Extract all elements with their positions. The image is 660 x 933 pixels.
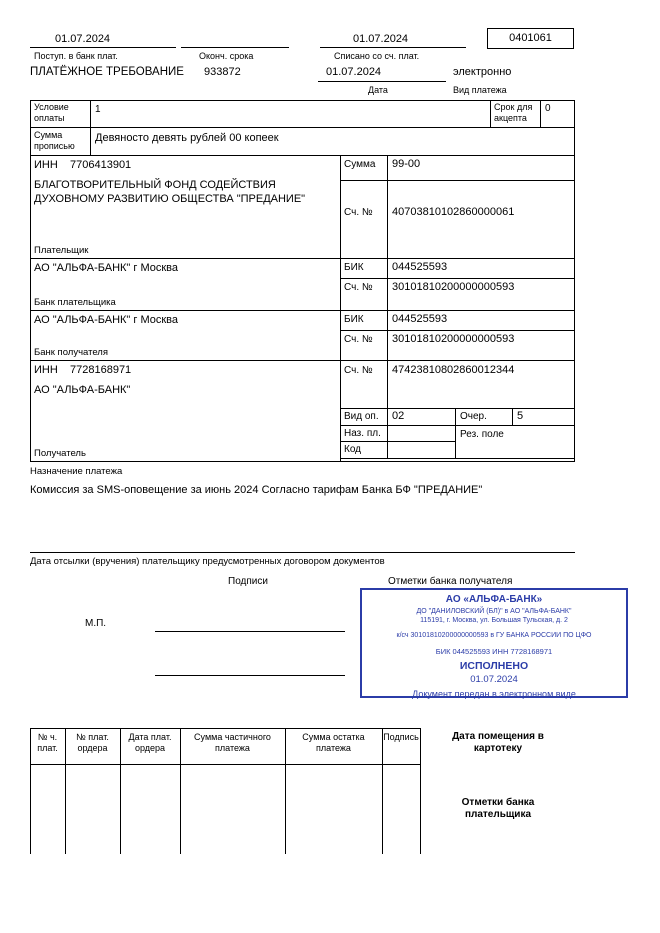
payer-inn-label: ИНН <box>34 159 58 171</box>
payer-bank-marks-label: Отметки банка плательщика <box>461 797 535 820</box>
border-line <box>181 47 289 48</box>
border-line <box>30 100 31 461</box>
payer-name: БЛАГОТВОРИТЕЛЬНЫЙ ФОНД СОДЕЙСТВИЯ ДУХОВНОМУ РАЗВИТИЮ ОБЩЕСТВА "ПРЕДАНИЕ" <box>34 179 306 205</box>
stamp-branch: ДО "ДАНИЛОВСКИЙ (БЛ)" в АО "АЛЬФА-БАНК" <box>416 608 572 615</box>
payer-bank-account-label: Сч. № <box>344 282 373 293</box>
amount-value: 99-00 <box>392 158 421 170</box>
amount-words-label: Сумма прописью <box>34 130 75 151</box>
purpose-code-label: Наз. пл. <box>344 428 381 439</box>
received-label: Поступ. в банк плат. <box>34 51 118 61</box>
beneficiary-role-label: Получатель <box>34 448 86 459</box>
bank-marks-label: Отметки банка получателя <box>388 576 513 587</box>
stamp-corr-account: к/сч 30101810200000000593 в ГУ БАНКА РОССИИ ПО ЦФО <box>396 632 592 639</box>
condition-value: 1 <box>95 104 101 115</box>
border-line <box>30 552 575 553</box>
beneficiary-bank-account: 30101810200000000593 <box>392 333 515 345</box>
amount-words: Девяносто девять рублей 00 копеек <box>95 132 279 144</box>
priority-label: Очер. <box>460 411 487 422</box>
border-line <box>340 458 574 459</box>
purpose-text: Комиссия за SMS-оповещение за июнь 2024 Согласно тарифам Банка БФ "ПРЕДАНИЕ" <box>30 484 483 496</box>
border-line <box>490 100 491 127</box>
border-line <box>30 360 575 361</box>
card-file-label: Дата помещения в картотеку <box>452 731 544 754</box>
signature-line <box>155 675 345 676</box>
border-line <box>340 408 574 409</box>
date-label: Дата <box>368 85 388 95</box>
border-line <box>387 155 388 458</box>
stamp-bank-name: АО «АЛЬФА-БАНК» <box>445 594 543 605</box>
beneficiary-bank-account-label: Сч. № <box>344 334 373 345</box>
border-line <box>30 764 420 765</box>
op-type-value: 02 <box>392 410 405 422</box>
doc-date: 01.07.2024 <box>326 66 382 78</box>
beneficiary-bank-name: АО "АЛЬФА-БАНК" г Москва <box>34 314 178 326</box>
border-line <box>340 330 574 331</box>
payer-bank-bik-label: БИК <box>344 262 364 273</box>
docs-sent-label: Дата отсылки (вручения) плательщику предусмотренных договором документов <box>30 556 385 567</box>
border-line <box>30 47 176 48</box>
border-line <box>340 180 574 181</box>
accept-term-value: 0 <box>545 103 551 114</box>
condition-label: Условие оплаты <box>34 102 69 123</box>
signature-line <box>155 631 345 632</box>
border-line <box>30 127 575 128</box>
border-line <box>455 408 456 458</box>
border-line <box>30 728 420 729</box>
partial-col-header: № плат. ордера <box>76 732 109 753</box>
received-date: 01.07.2024 <box>55 33 111 45</box>
border-line <box>30 310 575 311</box>
beneficiary-name: АО "АЛЬФА-БАНК" <box>34 384 131 396</box>
border-line <box>512 408 513 425</box>
stamp-note: Документ передан в электронном виде <box>412 689 576 699</box>
op-type-label: Вид оп. <box>344 411 379 422</box>
payer-bank-role-label: Банк плательщика <box>34 297 116 308</box>
border-line <box>90 100 91 155</box>
border-line <box>540 100 541 127</box>
priority-value: 5 <box>517 410 524 422</box>
border-line <box>30 155 575 156</box>
debited-label: Списано со сч. плат. <box>334 51 420 61</box>
code-label: Код <box>344 444 362 455</box>
partial-col-header: Сумма остатка платежа <box>302 732 365 753</box>
doc-number: 933872 <box>204 66 241 78</box>
payer-role-label: Плательщик <box>34 245 89 256</box>
beneficiary-bank-bik: 044525593 <box>392 313 448 325</box>
payer-account-label: Сч. № <box>344 207 373 218</box>
stamp-date: 01.07.2024 <box>470 674 518 685</box>
payer-bank-name: АО "АЛЬФА-БАНК" г Москва <box>34 262 178 274</box>
payer-bank-account: 30101810200000000593 <box>392 281 515 293</box>
payer-inn: 7706413901 <box>70 159 132 171</box>
beneficiary-inn: 7728168971 <box>70 364 132 376</box>
beneficiary-account: 47423810802860012344 <box>392 364 515 376</box>
stamp-status: ИСПОЛНЕНО <box>459 660 529 672</box>
beneficiary-bank-role-label: Банк получателя <box>34 347 108 358</box>
stamp-address: 115191, г. Москва, ул. Большая Тульская, д. 2 <box>420 617 568 624</box>
border-line <box>30 100 575 101</box>
debited-date: 01.07.2024 <box>353 33 409 45</box>
partial-col-header: Дата плат. ордера <box>128 732 172 753</box>
reserve-field-label: Рез. поле <box>460 429 504 440</box>
border-line <box>340 278 574 279</box>
beneficiary-bank-bik-label: БИК <box>344 314 364 325</box>
signatures-label: Подписи <box>228 576 268 587</box>
stamp-bik-inn: БИК 044525593 ИНН 7728168971 <box>435 647 553 656</box>
term-label: Оконч. срока <box>199 51 254 61</box>
accept-term-label: Срок для акцепта <box>494 102 533 123</box>
border-line <box>318 81 446 82</box>
form-code: 0401061 <box>487 28 574 49</box>
payment-kind-label: Вид платежа <box>453 85 507 95</box>
border-line <box>30 461 575 462</box>
payment-kind: электронно <box>453 66 512 78</box>
beneficiary-account-label: Сч. № <box>344 365 373 376</box>
beneficiary-inn-label: ИНН <box>34 364 58 376</box>
payer-account: 40703810102860000061 <box>392 206 515 218</box>
payer-bank-bik: 044525593 <box>392 261 448 273</box>
border-line <box>30 258 575 259</box>
partial-col-header: № ч. плат. <box>37 732 58 753</box>
border-line <box>382 728 383 854</box>
bank-stamp <box>360 588 628 698</box>
amount-label: Сумма <box>344 159 376 170</box>
border-line <box>320 47 466 48</box>
border-line <box>420 728 421 854</box>
border-line <box>340 155 341 461</box>
seal-label: М.П. <box>85 618 107 629</box>
partial-col-header: Сумма частичного платежа <box>194 732 271 753</box>
doc-title: ПЛАТЁЖНОЕ ТРЕБОВАНИЕ <box>30 66 184 78</box>
purpose-label: Назначение платежа <box>30 466 123 477</box>
border-line <box>574 100 575 461</box>
partial-col-header: Подпись <box>383 732 419 742</box>
border-line <box>340 425 574 426</box>
border-line <box>340 441 455 442</box>
